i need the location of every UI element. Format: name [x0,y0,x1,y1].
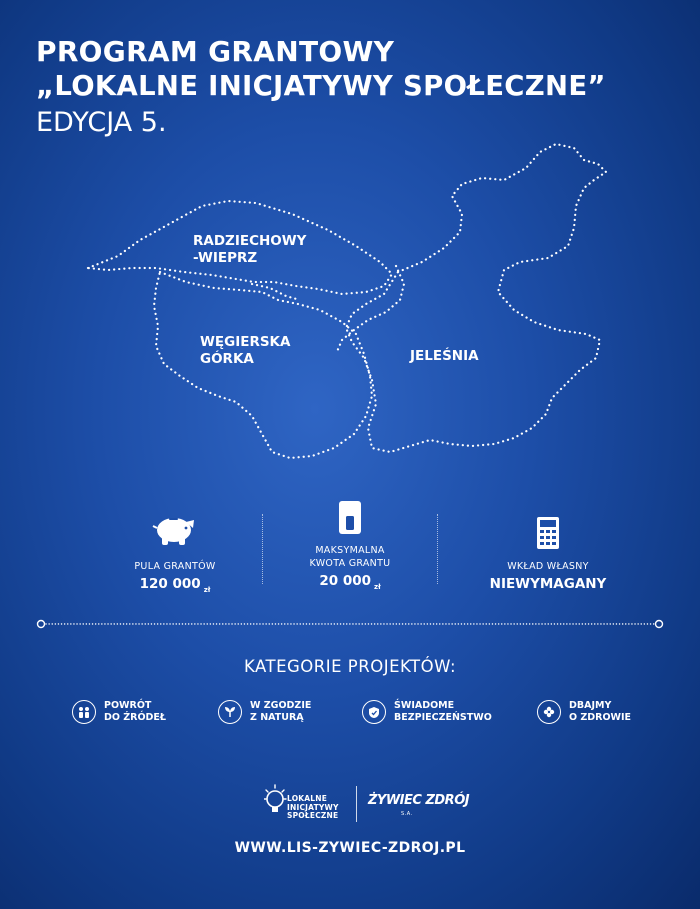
region-map [0,130,700,470]
category-item [72,700,166,724]
region-outline-jelesnia [346,144,606,452]
divider [437,514,438,584]
document-icon [337,500,363,536]
stat-value: 20 000 $_{zł}$ [319,573,381,591]
border-line [336,266,404,354]
category-label: W ZGODZIE [250,700,312,711]
region-outline-wegierska-gorka [154,272,372,458]
logo-separator [356,786,357,822]
region-label-radziechowy-1: RADZIECHOWY [193,233,307,249]
calculator-icon [536,516,560,550]
edition-label: EDYCJA 5. [36,106,167,138]
stat-own-contribution [468,500,628,592]
region-label-jelesnia: JELEŚNIA [410,348,479,364]
category-label: Z NATURĄ [250,712,304,723]
sponsor-logos [0,782,700,832]
stat-value: NIEWYMAGANY [489,576,607,592]
plant-icon [218,700,242,724]
stat-max-grant [290,500,410,589]
people-icon [72,700,96,724]
category-label: ŚWIADOME [394,700,455,711]
website-url: WWW.LIS-ZYWIEC-ZDROJ.PL [234,840,466,856]
shield-icon [362,700,386,724]
categories-title: KATEGORIE PROJEKTÓW: [243,657,457,676]
stat-value: 120 000 $_{zł}$ [139,576,211,594]
region-label-wegierska-2: GÓRKA [200,351,254,367]
category-label: DBAJMY [569,700,612,711]
category-label: O ZDROWIE [569,712,632,723]
title-line-2: „LOKALNE INICJATYWY SPOŁECZNE” [36,70,606,102]
section-divider [36,618,664,630]
region-label-radziechowy-2: -WIEPRZ [193,250,258,266]
category-label: BEZPIECZEŃSTWO [394,712,492,723]
category-label: POWRÓT [104,700,152,711]
stat-label: MAKSYMALNA [315,545,385,556]
stat-label: WKŁAD WŁASNY [507,561,589,572]
lis-logo-text: LOKALNE INICJATYWY SPOŁECZNE [287,794,339,820]
category-item [218,700,311,724]
region-label-wegierska-1: WĘGIERSKA [200,334,291,350]
category-item [537,700,631,724]
category-item [362,700,492,724]
stat-grant-pool [115,500,235,592]
zywiec-zdroj-sa: S.A. [401,811,413,817]
category-label: DO ŹRÓDEŁ [104,712,167,723]
poster-title [36,35,606,138]
piggy-bank-icon [152,512,198,546]
divider [262,514,263,584]
title-line-1: PROGRAM GRANTOWY [36,35,395,68]
stat-label: KWOTA GRANTU [309,558,391,569]
flower-icon [537,700,561,724]
stat-label: PULA GRANTÓW [134,561,216,572]
zywiec-zdroj-logo: ŻYWIEC ZDRÓJ [368,793,470,808]
